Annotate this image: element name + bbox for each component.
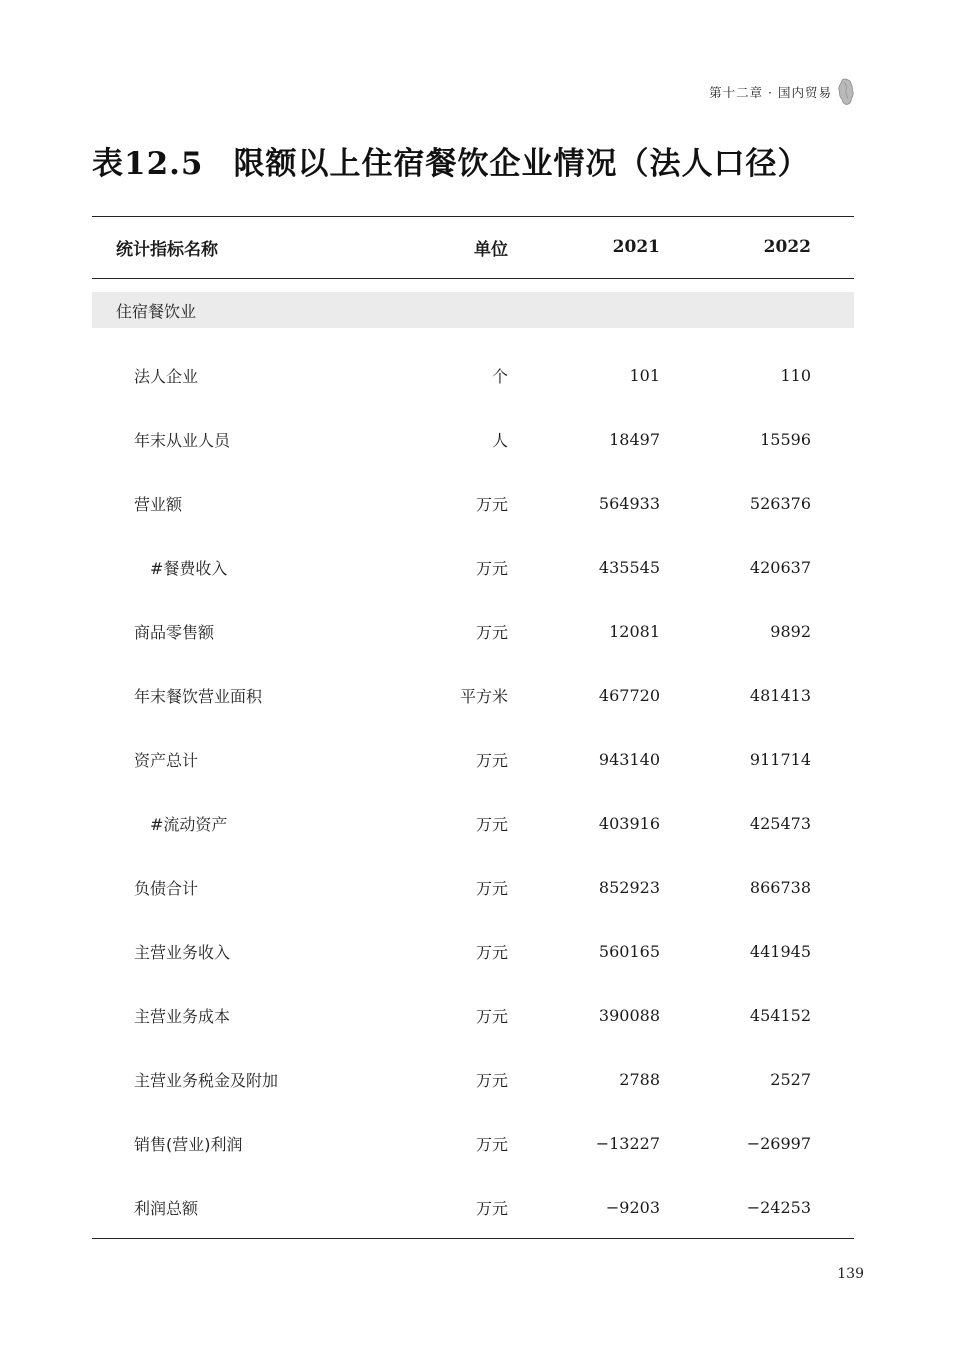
table-header-row bbox=[92, 216, 854, 278]
table-row bbox=[92, 343, 854, 407]
table-row bbox=[92, 1175, 854, 1239]
row-unit: 万元 bbox=[475, 750, 508, 770]
row-name: 主营业务成本 bbox=[134, 1006, 231, 1026]
row-value-2022: −26997 bbox=[746, 1133, 811, 1153]
row-value-2022: 425473 bbox=[749, 813, 811, 833]
table-row bbox=[92, 855, 854, 919]
row-value-2021: 2788 bbox=[619, 1069, 660, 1089]
row-name: 资产总计 bbox=[134, 750, 199, 770]
row-value-2022: 420637 bbox=[749, 557, 811, 577]
table-row bbox=[92, 791, 854, 855]
row-name: 营业额 bbox=[134, 494, 183, 514]
table-row bbox=[92, 599, 854, 663]
map-silhouette-icon bbox=[838, 78, 854, 106]
row-value-2022: 15596 bbox=[760, 429, 811, 449]
row-name: 年末餐饮营业面积 bbox=[134, 686, 263, 706]
row-value-2021: 101 bbox=[629, 365, 660, 385]
table-row bbox=[92, 983, 854, 1047]
row-value-2021: 435545 bbox=[598, 557, 660, 577]
row-name: 利润总额 bbox=[134, 1198, 199, 1218]
row-name: 商品零售额 bbox=[134, 622, 215, 642]
row-value-2022: 866738 bbox=[749, 877, 811, 897]
row-name: 年末从业人员 bbox=[134, 430, 231, 450]
column-header-2021: 2021 bbox=[612, 237, 660, 257]
row-value-2022: 911714 bbox=[749, 749, 811, 769]
row-value-2021: 390088 bbox=[598, 1005, 660, 1025]
row-name: 负债合计 bbox=[134, 878, 199, 898]
row-unit: 平方米 bbox=[459, 686, 508, 706]
row-value-2022: 454152 bbox=[749, 1005, 811, 1025]
column-header-2022: 2022 bbox=[763, 237, 811, 257]
row-value-2022: 110 bbox=[780, 365, 811, 385]
table-row bbox=[92, 919, 854, 983]
row-value-2021: −9203 bbox=[605, 1197, 660, 1217]
page-number: 139 bbox=[837, 1266, 864, 1282]
table-row bbox=[92, 727, 854, 791]
row-name: #流动资产 bbox=[150, 814, 228, 834]
table-row bbox=[92, 535, 854, 599]
table-row bbox=[92, 1047, 854, 1111]
table-number: 表12.5 bbox=[92, 146, 204, 182]
row-unit: 人 bbox=[491, 430, 508, 450]
row-name: 法人企业 bbox=[134, 366, 199, 386]
column-header-indicator: 统计指标名称 bbox=[116, 239, 218, 260]
table-row bbox=[92, 407, 854, 471]
row-value-2022: 526376 bbox=[749, 493, 811, 513]
table-title-text: 限额以上住宿餐饮企业情况（法人口径） bbox=[233, 146, 810, 182]
table-row bbox=[92, 663, 854, 727]
row-value-2021: 852923 bbox=[598, 877, 660, 897]
table-section-row bbox=[92, 292, 854, 328]
row-unit: 万元 bbox=[475, 942, 508, 962]
row-value-2022: 9892 bbox=[770, 621, 811, 641]
row-value-2021: 943140 bbox=[598, 749, 660, 769]
section-label: 住宿餐饮业 bbox=[116, 301, 197, 321]
row-unit: 万元 bbox=[475, 622, 508, 642]
row-value-2021: 403916 bbox=[598, 813, 660, 833]
row-unit: 万元 bbox=[475, 814, 508, 834]
row-value-2022: −24253 bbox=[746, 1197, 811, 1217]
row-name: 销售(营业)利润 bbox=[134, 1134, 243, 1154]
table-header-rule bbox=[92, 278, 854, 279]
table-bottom-rule bbox=[92, 1238, 854, 1239]
row-value-2021: −13227 bbox=[595, 1133, 660, 1153]
page-title bbox=[92, 138, 810, 183]
row-unit: 万元 bbox=[475, 1134, 508, 1154]
row-value-2022: 481413 bbox=[749, 685, 811, 705]
row-unit: 个 bbox=[491, 366, 508, 386]
row-unit: 万元 bbox=[475, 558, 508, 578]
column-header-unit: 单位 bbox=[474, 239, 508, 260]
row-name: #餐费收入 bbox=[150, 558, 228, 578]
row-value-2021: 12081 bbox=[609, 621, 660, 641]
row-value-2022: 441945 bbox=[749, 941, 811, 961]
row-name: 主营业务税金及附加 bbox=[134, 1070, 279, 1090]
table-row bbox=[92, 471, 854, 535]
running-header-title: 第十二章 · 国内贸易 bbox=[709, 85, 832, 100]
table-row bbox=[92, 1111, 854, 1175]
row-value-2021: 564933 bbox=[598, 493, 660, 513]
row-name: 主营业务收入 bbox=[134, 942, 231, 962]
row-value-2022: 2527 bbox=[770, 1069, 811, 1089]
row-value-2021: 18497 bbox=[609, 429, 660, 449]
row-unit: 万元 bbox=[475, 1070, 508, 1090]
running-header bbox=[709, 78, 854, 106]
row-value-2021: 560165 bbox=[598, 941, 660, 961]
row-unit: 万元 bbox=[475, 494, 508, 514]
row-unit: 万元 bbox=[475, 1006, 508, 1026]
row-unit: 万元 bbox=[475, 1198, 508, 1218]
row-unit: 万元 bbox=[475, 878, 508, 898]
row-value-2021: 467720 bbox=[598, 685, 660, 705]
